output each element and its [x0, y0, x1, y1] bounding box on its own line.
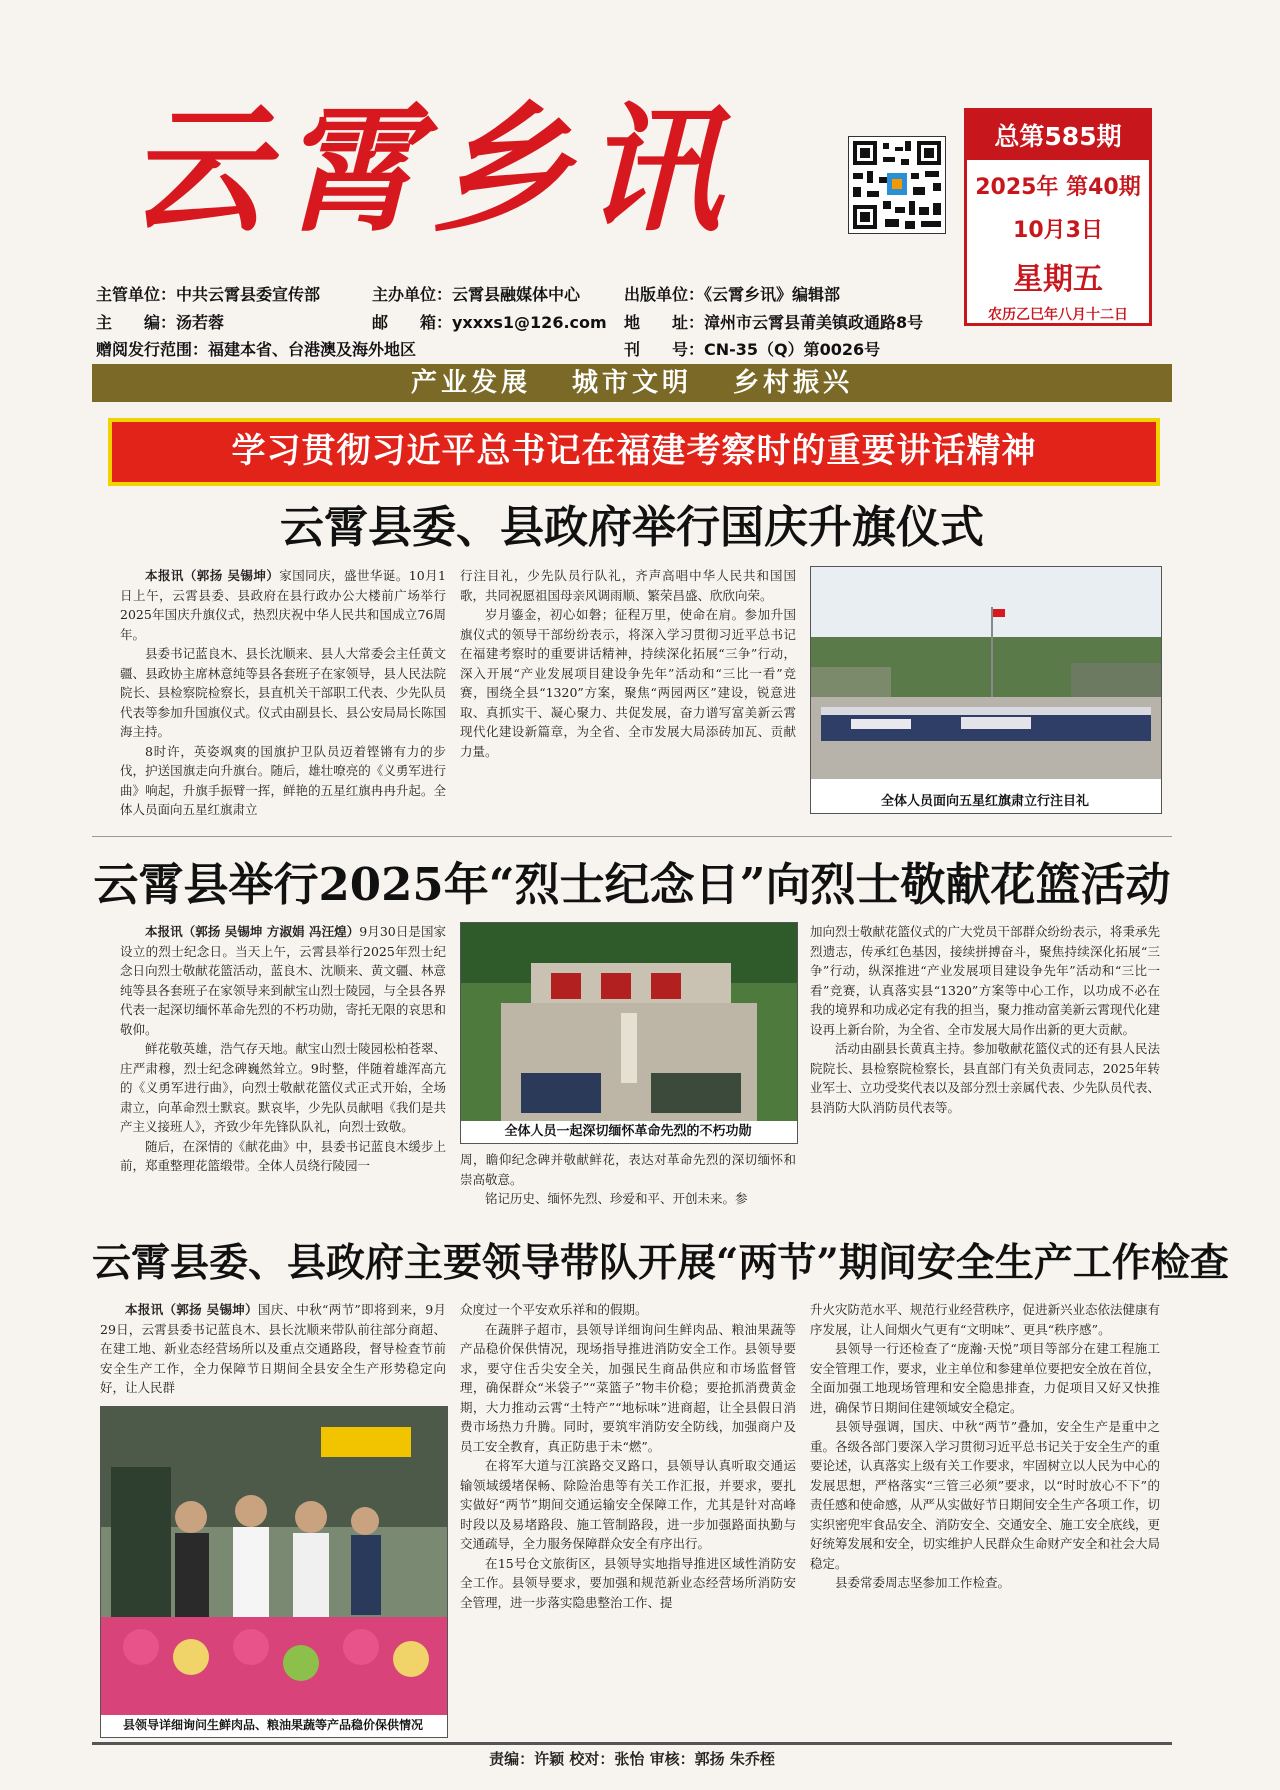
- masthead-title: 云霄乡讯: [128, 96, 737, 246]
- issue-total: 总第585期: [967, 111, 1149, 160]
- article3-col2: 众度过一个平安欢乐祥和的假期。 在蔬胖子超市，县领导详细询问生鲜肉品、粮油果蔬等产品稳价保供情况，现场指导推进消防安全工作。县领导要求，要守住舌尖安全关，加强民生商品供应和市场监督管理，确保群众“米袋子”“菜篮子”物丰价稳；要抢抓消费黄金期，大力推动云霄“土特产”“地标味”进商超，让全县假日消费市场热力升腾。同时，要筑牢消防安全防线，加强商户及员工安全教育，真正防患于未“燃”。 在将军大道与江滨路交叉路口，县领导认真听取交通运输领域缓堵保畅、除险治患等有关工作汇报，并要求，要扎实做好“两节”期间交通运输安全保障工作，尤其是针对高峰时段以及易堵路段、施工管制路段，进一步加强路面执勤与交通疏导，全力服务保障群众安全有序出行。 在15号仓文旅街区，县领导实地指导推进区域性消防安全工作。县领导要求，要加强和规范新业态经营场所消防安全管理，进一步落实隐患整治工作、提: [460, 1302, 796, 1610]
- meta-email: 邮 箱：yxxxs1@126.com: [372, 313, 607, 332]
- divider: [92, 836, 1172, 837]
- article3-col1: 本报讯（郭扬 吴锡坤）国庆、中秋“两节”即将到来，9月29日，云霄县委书记蓝良木、县长沈顺来带队前往部分商超、在建工地、新业态经营场所以及重点交通路段，督导检查节前安全生产工作，全力保障节日期间全县安全生产形势稳定向好，让人民群: [100, 1302, 447, 1395]
- article3-col3: 升火灾防范水平、规范行业经营秩序，促进新兴业态依法健康有序发展，让人间烟火气更有“文明味”、更具“秩序感”。 县领导一行还检查了“庞瀚·天悦”项目等部分在建工程施工安全管理工作，要求，业主单位和参建单位要把安全放在首位，全面加强工地现场管理和安全隐患排查，力促项目又好又快推进，确保节日期间住建领域安全稳定。 县领导强调，国庆、中秋“两节”叠加，安全生产是重中之重。各级各部门要深入学习贯彻习近平总书记关于安全生产的重要论述，认真落实上级有关工作要求，牢固树立以人民为中心的发展思想，严格落实“三管三必须”要求，以“时时放心不下”的责任感和使命感，从严从实做好节日期间安全生产各项工作，切实织密兜牢食品安全、消防安全、交通安全、施工安全底线，更好统筹发展和安全，切实维护人民群众生命财产安全和社会大局稳定。 县委常委周志坚参加工作检查。: [810, 1302, 1161, 1590]
- lunar-date: 农历乙巳年八月十二日: [988, 307, 1128, 323]
- qr-code-icon: [848, 136, 946, 234]
- masthead-logo: [128, 96, 808, 246]
- issue-year: 2025年 第40期: [975, 175, 1141, 200]
- article3-byline: 本报讯（郭扬 吴锡坤）: [125, 1302, 258, 1317]
- issue-info-box: [964, 108, 1152, 326]
- article1-col2: 行注目礼，少先队员行队礼，齐声高唱中华人民共和国国歌，共同祝愿祖国母亲风调雨顺、繁荣昌盛、欣欣向荣。 岁月鎏金，初心如磐；征程万里，使命在肩。参加升国旗仪式的领导干部纷纷表示，将深入学习贯彻习近平总书记在福建考察时的重要讲话精神，持续深化拓展“三争”行动，深入开展“产业发展项目建设争先年”活动和“三比一看”竞赛，围绕全县“1320”方案，聚焦“两园两区”建设，锐意进取、真抓实干、凝心聚力、共促发展，奋力谱写富美新云霄现代化建设新篇章，为全省、全市发展大局添砖加瓦、贡献力量。: [460, 568, 796, 759]
- meta-sponsor: 主办单位：云霄县融媒体中心: [372, 285, 581, 304]
- article3-caption: 县领导详细询问生鲜肉品、粮油果蔬等产品稳价保供情况: [122, 1718, 423, 1732]
- article1-byline: 本报讯（郭扬 吴锡坤）: [145, 568, 280, 583]
- article3-headline: 云霄县委、县政府主要领导带队开展“两节”期间安全生产工作检查: [92, 1240, 1229, 1286]
- article2-photo: [460, 922, 798, 1144]
- article3-photo: [100, 1406, 448, 1738]
- issue-weekday: 星期五: [1013, 262, 1103, 297]
- article1-headline: 云霄县委、县政府举行国庆升旗仪式: [280, 502, 984, 553]
- meta-editor: 主 编：汤若蓉: [96, 313, 225, 332]
- theme-banner: 学习贯彻习近平总书记在福建考察时的重要讲话精神: [108, 418, 1160, 486]
- article2-headline: 云霄县举行2025年“烈士纪念日”向烈士敬献花篮活动: [93, 858, 1171, 911]
- meta-distribution: 赠阅发行范围：福建本省、台港澳及海外地区: [96, 340, 417, 359]
- meta-supervisor: 主管单位：中共云霄县委宣传部: [96, 285, 321, 304]
- article2-col1: 本报讯（郭扬 吴锡坤 方淑娟 冯汪煌）9月30日是国家设立的烈士纪念日。当天上午，云霄县举行2025年烈士纪念日向烈士敬献花篮活动，蓝良木、沈顺来、黄文疆、林意纯等县各套班子在家领导来到献宝山烈士陵园，与全县各界代表一起深切缅怀革命先烈的不朽功勋，寄托无限的哀思和敬仰。 鲜花敬英雄，浩气存天地。献宝山烈士陵园松柏苍翠、庄严肃穆，烈士纪念碑巍然耸立。9时整，伴随着雄浑高亢的《义勇军进行曲》，向烈士敬献花篮仪式正式开始，全场肃立，向革命烈士默哀。默哀毕，少先队员献唱《我们是共产主义接班人》，齐致少年先锋队队礼，向烈士致敬。 随后，在深情的《献花曲》中，县委书记蓝良木缓步上前，郑重整理花篮缎带。全体人员绕行陵园一: [120, 924, 447, 1173]
- meta-serial: 刊 号：CN-35（Q）第0026号: [624, 340, 881, 359]
- article2-col2: 周，瞻仰纪念碑并敬献鲜花，表达对革命先烈的深切缅怀和崇高敬意。 铭记历史、缅怀先烈、珍爱和平、开创未来。参: [460, 1152, 796, 1206]
- article2-col3: 加向烈士敬献花篮仪式的广大党员干部群众纷纷表示，将秉承先烈遗志，传承红色基因，接续拼搏奋斗，聚焦持续深化拓展“三争”行动，纵深推进“产业发展项目建设争先年”活动和“三比一看”竞赛，认真落实县“1320”方案等中心工作，以功成不必在我的境界和功成必定有我的担当，聚力推动富美新云霄现代化建设再上新台阶，为全省、全市发展大局作出新的更大贡献。 活动由副县长黄真主持。参加敬献花篮仪式的还有县人民法院院长、县检察院检察长，县直部门有关负责同志，2025年转业军士、立功受奖代表以及部分烈士亲属代表、少先队员代表、县消防大队消防员代表等。: [810, 924, 1161, 1115]
- footer-credits: 责编：许颖 校对：张怡 审核：郭扬 朱乔桎: [92, 1742, 1172, 1771]
- article2-byline: 本报讯（郭扬 吴锡坤 方淑娟 冯汪煌）: [145, 924, 360, 939]
- article1-photo: [810, 566, 1162, 814]
- article1-caption: 全体人员面向五星红旗肃立行注目礼: [880, 794, 1089, 809]
- slogan-band: 产业发展 城市文明 乡村振兴: [92, 364, 1172, 402]
- article2-caption: 全体人员一起深切缅怀革命先烈的不朽功勋: [504, 1124, 752, 1139]
- article1-col1: 本报讯（郭扬 吴锡坤）家国同庆，盛世华诞。10月1日上午，云霄县委、县政府在县行政办公大楼前广场举行2025年国庆升旗仪式，热烈庆祝中华人民共和国成立76周年。 县委书记蓝良木、县长沈顺来、县人大常委会主任黄文疆、县政协主席林意纯等县各套班子在家领导，县人民法院院长、县检察院检察长，县直机关干部职工代表、少先队员代表等参加升国旗仪式。仪式由副县长、县公安局局长陈国海主持。 8时许，英姿飒爽的国旗护卫队员迈着铿锵有力的步伐，护送国旗走向升旗台。随后，雄壮嘹亮的《义勇军进行曲》响起，升旗手振臂一挥，鲜艳的五星红旗冉冉升起。全体人员面向五星红旗肃立: [120, 568, 447, 817]
- issue-date: 10月3日: [1013, 218, 1103, 243]
- meta-publisher: 出版单位：《云霄乡讯》编辑部: [624, 285, 841, 304]
- meta-address: 地 址：漳州市云霄县莆美镇政通路8号: [624, 313, 924, 332]
